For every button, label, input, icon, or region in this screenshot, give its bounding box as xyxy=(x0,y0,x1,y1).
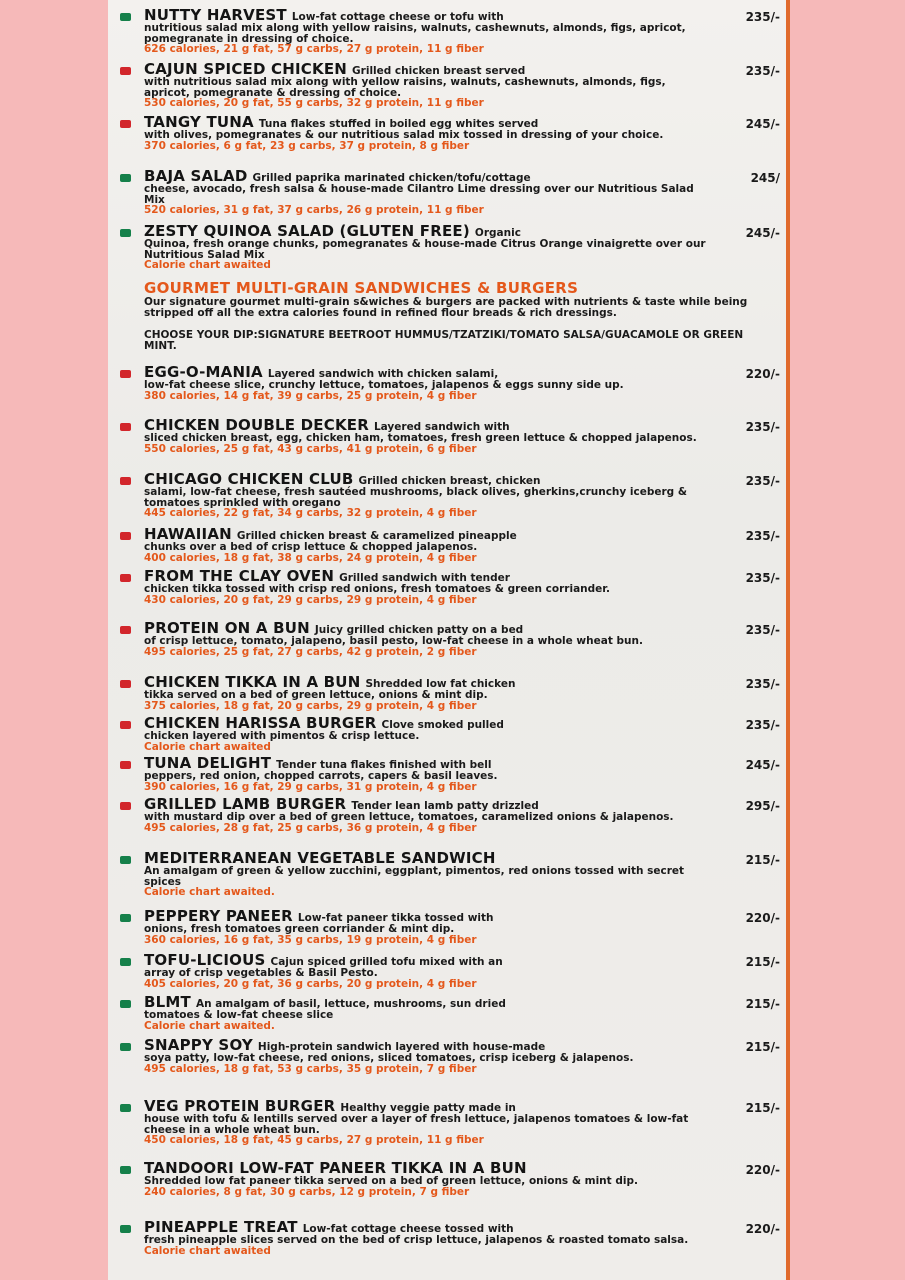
item-description: chunks over a bed of crisp lettuce & chopped jalapenos. xyxy=(144,541,478,553)
item-text xyxy=(144,470,710,519)
item-description: with nutritious salad mix along with yellow raisins, walnuts, cashewnuts, almonds, figs, apricot, pomegranate & dressing of choice. xyxy=(144,76,666,99)
item-name: CHICKEN DOUBLE DECKER xyxy=(144,416,369,434)
item-name: NUTTY HARVEST xyxy=(144,6,287,24)
item-price: 215/- xyxy=(745,1101,780,1115)
item-price: 235/- xyxy=(745,718,780,732)
item-description: peppers, red onion, chopped carrots, capers & basil leaves. xyxy=(144,770,498,782)
item-description-lead: Grilled chicken breast & caramelized pineapple xyxy=(236,530,517,542)
item-text xyxy=(144,1159,710,1198)
item-price: 245/- xyxy=(745,117,780,131)
item-description: nutritious salad mix along with yellow raisins, walnuts, cashewnuts, almonds, figs, apricot, pomegranate in dressing of choice. xyxy=(144,22,686,45)
item-text xyxy=(144,993,710,1032)
item-nutrition: Calorie chart awaited. xyxy=(144,886,275,898)
item-description: tikka served on a bed of green lettuce, onions & mint dip. xyxy=(144,689,488,701)
item-nutrition: 380 calories, 14 g fat, 39 g carbs, 25 g protein, 4 g fiber xyxy=(144,389,477,402)
item-text xyxy=(144,673,710,712)
nonveg-mark-icon xyxy=(120,67,131,75)
item-text xyxy=(144,619,710,658)
item-description: onions, fresh tomatoes green corriander & mint dip. xyxy=(144,923,455,935)
veg-mark-icon xyxy=(120,1000,131,1008)
item-description: sliced chicken breast, egg, chicken ham, tomatoes, fresh green lettuce & chopped jalapenos. xyxy=(144,432,697,444)
item-name: PEPPERY PANEER xyxy=(144,907,293,925)
item-price: 235/- xyxy=(745,623,780,637)
item-description-lead: Layered sandwich with xyxy=(373,421,510,433)
item-description-lead: High-protein sandwich layered with house-made xyxy=(257,1041,546,1053)
veg-mark-icon xyxy=(120,856,131,864)
item-name: PINEAPPLE TREAT xyxy=(144,1218,298,1236)
item-price: 235/- xyxy=(745,420,780,434)
item-nutrition: Calorie chart awaited xyxy=(144,740,271,753)
item-nutrition: 495 calories, 18 g fat, 53 g carbs, 35 g protein, 7 g fiber xyxy=(144,1062,477,1075)
section-title: GOURMET MULTI-GRAIN SANDWICHES & BURGERS xyxy=(144,279,579,297)
item-price: 235/- xyxy=(745,64,780,78)
menu-page xyxy=(108,0,790,1280)
item-nutrition: 390 calories, 16 g fat, 29 g carbs, 31 g protein, 4 g fiber xyxy=(144,780,477,793)
nonveg-mark-icon xyxy=(120,761,131,769)
veg-mark-icon xyxy=(120,1104,131,1112)
item-description-lead: Grilled paprika marinated chicken/tofu/cottage xyxy=(252,172,531,184)
item-text xyxy=(144,60,710,109)
item-text xyxy=(144,525,710,564)
item-description-lead: Cajun spiced grilled tofu mixed with an xyxy=(270,956,503,968)
item-description: salami, low-fat cheese, fresh sautéed mushrooms, black olives, gherkins,crunchy iceberg & tomatoes sprinkled with oregano xyxy=(144,486,687,509)
nonveg-mark-icon xyxy=(120,120,131,128)
nonveg-mark-icon xyxy=(120,802,131,810)
item-price: 245/ xyxy=(750,171,780,185)
item-name: CHICAGO CHICKEN CLUB xyxy=(144,470,354,488)
item-price: 245/- xyxy=(745,226,780,240)
item-price: 235/- xyxy=(745,677,780,691)
nonveg-mark-icon xyxy=(120,721,131,729)
item-description: low-fat cheese slice, crunchy lettuce, tomatoes, jalapenos & eggs sunny side up. xyxy=(144,379,624,391)
item-price: 215/- xyxy=(745,955,780,969)
item-name: TOFU-LICIOUS xyxy=(144,951,266,969)
item-nutrition: 375 calories, 18 g fat, 20 g carbs, 29 g protein, 4 g fiber xyxy=(144,699,477,712)
item-name: FROM THE CLAY OVEN xyxy=(144,567,335,585)
item-nutrition: Calorie chart awaited xyxy=(144,259,271,271)
item-description-lead: Tuna flakes stuffed in boiled egg whites served xyxy=(258,118,539,130)
item-description: soya patty, low-fat cheese, red onions, sliced tomatoes, crisp iceberg & jalapenos. xyxy=(144,1052,634,1064)
veg-mark-icon xyxy=(120,1225,131,1233)
item-description-lead: Juicy grilled chicken patty on a bed xyxy=(314,624,524,636)
item-text xyxy=(144,1036,710,1075)
item-nutrition: 240 calories, 8 g fat, 30 g carbs, 12 g protein, 7 g fiber xyxy=(144,1185,470,1198)
item-text xyxy=(144,1218,710,1257)
item-text xyxy=(144,714,710,753)
nonveg-mark-icon xyxy=(120,477,131,485)
dip-choice: CHOOSE YOUR DIP:SIGNATURE BEETROOT HUMMUS/TZATZIKI/TOMATO SALSA/GUACAMOLE OR GREEN MINT. xyxy=(144,329,744,352)
item-name: CAJUN SPICED CHICKEN xyxy=(144,60,348,78)
item-description: chicken layered with pimentos & crisp lettuce. xyxy=(144,730,420,742)
item-price: 235/- xyxy=(745,571,780,585)
item-nutrition: 550 calories, 25 g fat, 43 g carbs, 41 g protein, 6 g fiber xyxy=(144,442,477,455)
item-description-lead: Tender tuna flakes finished with bell xyxy=(276,759,492,771)
item-name: HAWAIIAN xyxy=(144,525,232,543)
item-text xyxy=(144,167,710,216)
item-nutrition: 520 calories, 31 g fat, 37 g carbs, 26 g protein, 11 g fiber xyxy=(144,204,484,216)
item-nutrition: 370 calories, 6 g fat, 23 g carbs, 37 g protein, 8 g fiber xyxy=(144,139,470,152)
item-description-lead: Tender lean lamb patty drizzled xyxy=(351,800,539,812)
item-name: EGG-O-MANIA xyxy=(144,363,263,381)
item-name: CHICKEN TIKKA IN A BUN xyxy=(144,673,361,691)
section-header xyxy=(144,279,774,352)
item-description-lead: Grilled chicken breast served xyxy=(352,65,526,77)
item-text xyxy=(144,416,710,455)
item-description: of crisp lettuce, tomato, jalapeno, basil pesto, low-fat cheese in a whole wheat bun. xyxy=(144,635,643,647)
item-nutrition: 495 calories, 28 g fat, 25 g carbs, 36 g protein, 4 g fiber xyxy=(144,821,477,834)
veg-mark-icon xyxy=(120,13,131,21)
veg-mark-icon xyxy=(120,914,131,922)
item-nutrition: 495 calories, 25 g fat, 27 g carbs, 42 g protein, 2 g fiber xyxy=(144,645,477,658)
item-nutrition: 626 calories, 21 g fat, 57 g carbs, 27 g protein, 11 g fiber xyxy=(144,43,484,55)
item-description: with mustard dip over a bed of green lettuce, tomatoes, caramelized onions & jalapenos. xyxy=(144,811,674,823)
item-text xyxy=(144,754,710,793)
item-name: PROTEIN ON A BUN xyxy=(144,619,310,637)
item-price: 235/- xyxy=(745,474,780,488)
item-description: tomatoes & low-fat cheese slice xyxy=(144,1009,334,1021)
item-description-lead: Low-fat cottage cheese tossed with xyxy=(302,1223,514,1235)
item-name: SNAPPY SOY xyxy=(144,1036,253,1054)
item-nutrition: Calorie chart awaited. xyxy=(144,1019,275,1032)
item-price: 215/- xyxy=(745,853,780,867)
veg-mark-icon xyxy=(120,1043,131,1051)
item-description: array of crisp vegetables & Basil Pesto. xyxy=(144,967,378,979)
nonveg-mark-icon xyxy=(120,626,131,634)
item-description-lead: Low-fat paneer tikka tossed with xyxy=(297,912,494,924)
nonveg-mark-icon xyxy=(120,370,131,378)
veg-mark-icon xyxy=(120,958,131,966)
item-description: with olives, pomegranates & our nutritious salad mix tossed in dressing of your choice. xyxy=(144,129,664,141)
item-nutrition: 450 calories, 18 g fat, 45 g carbs, 27 g protein, 11 g fiber xyxy=(144,1134,484,1146)
item-name: BLMT xyxy=(144,993,191,1011)
section-description: Our signature gourmet multi-grain s&wiches & burgers are packed with nutrients & taste while being stripped off all the extra calories found in refined flour breads & rich dressings. xyxy=(144,296,748,319)
item-nutrition: 360 calories, 16 g fat, 35 g carbs, 19 g protein, 4 g fiber xyxy=(144,933,477,946)
item-text xyxy=(144,1097,710,1146)
item-price: 235/- xyxy=(745,10,780,24)
item-name: MEDITERRANEAN VEGETABLE SANDWICH xyxy=(144,849,496,867)
item-text xyxy=(144,363,710,402)
item-price: 220/- xyxy=(745,367,780,381)
nonveg-mark-icon xyxy=(120,574,131,582)
item-nutrition: 405 calories, 20 g fat, 36 g carbs, 20 g protein, 4 g fiber xyxy=(144,977,477,990)
item-name: GRILLED LAMB BURGER xyxy=(144,795,347,813)
item-price: 215/- xyxy=(745,1040,780,1054)
item-text xyxy=(144,567,710,606)
item-description-lead: Low-fat cottage cheese or tofu with xyxy=(291,11,504,23)
item-description: chicken tikka tossed with crisp red onions, fresh tomatoes & green corriander. xyxy=(144,583,610,595)
item-description-lead: Healthy veggie patty made in xyxy=(340,1102,516,1114)
item-text xyxy=(144,113,710,152)
nonveg-mark-icon xyxy=(120,532,131,540)
nonveg-mark-icon xyxy=(120,680,131,688)
item-description-lead: Shredded low fat chicken xyxy=(365,678,516,690)
item-price: 220/- xyxy=(745,1163,780,1177)
item-description-lead: Layered sandwich with chicken salami, xyxy=(267,368,499,380)
item-text xyxy=(144,222,710,271)
item-description: house with tofu & lentills served over a layer of fresh lettuce, jalapenos tomatoes & low-fat cheese in a whole wheat bun. xyxy=(144,1113,689,1136)
item-name: ZESTY QUINOA SALAD (GLUTEN FREE) xyxy=(144,222,470,240)
veg-mark-icon xyxy=(120,1166,131,1174)
item-nutrition: Calorie chart awaited xyxy=(144,1244,271,1257)
item-description-lead: Clove smoked pulled xyxy=(381,719,504,731)
item-price: 245/- xyxy=(745,758,780,772)
item-description: fresh pineapple slices served on the bed of crisp lettuce, jalapenos & roasted tomato salsa. xyxy=(144,1234,689,1246)
item-name: TANDOORI LOW-FAT PANEER TIKKA IN A BUN xyxy=(144,1159,527,1177)
item-description: An amalgam of green & yellow zucchini, eggplant, pimentos, red onions tossed with secret spices xyxy=(144,865,685,888)
item-description-lead: An amalgam of basil, lettuce, mushrooms, sun dried xyxy=(195,998,506,1010)
item-name: CHICKEN HARISSA BURGER xyxy=(144,714,377,732)
item-description-lead: Grilled sandwich with tender xyxy=(339,572,510,584)
item-nutrition: 430 calories, 20 g fat, 29 g carbs, 29 g protein, 4 g fiber xyxy=(144,593,477,606)
veg-mark-icon xyxy=(120,229,131,237)
item-text xyxy=(144,6,710,55)
veg-mark-icon xyxy=(120,174,131,182)
item-price: 295/- xyxy=(745,799,780,813)
item-price: 220/- xyxy=(745,911,780,925)
item-description-lead: Grilled chicken breast, chicken xyxy=(358,475,541,487)
item-description: Shredded low fat paneer tikka served on a bed of green lettuce, onions & mint dip. xyxy=(144,1175,638,1187)
item-nutrition: 445 calories, 22 g fat, 34 g carbs, 32 g protein, 4 g fiber xyxy=(144,507,477,519)
item-price: 220/- xyxy=(745,1222,780,1236)
item-description: cheese, avocado, fresh salsa & house-made Cilantro Lime dressing over our Nutritious Salad Mix xyxy=(144,183,694,206)
item-text xyxy=(144,951,710,990)
item-text xyxy=(144,795,710,834)
item-name: TUNA DELIGHT xyxy=(144,754,272,772)
item-price: 215/- xyxy=(745,997,780,1011)
item-text xyxy=(144,907,710,946)
item-name: BAJA SALAD xyxy=(144,167,248,185)
item-description: Quinoa, fresh orange chunks, pomegranates & house-made Citrus Orange vinaigrette over our Nutritious Salad Mix xyxy=(144,238,706,261)
item-nutrition: 530 calories, 20 g fat, 55 g carbs, 32 g protein, 11 g fiber xyxy=(144,97,484,109)
item-price: 235/- xyxy=(745,529,780,543)
item-text xyxy=(144,849,710,898)
item-name: VEG PROTEIN BURGER xyxy=(144,1097,336,1115)
item-name: TANGY TUNA xyxy=(144,113,254,131)
item-nutrition: 400 calories, 18 g fat, 38 g carbs, 24 g protein, 4 g fiber xyxy=(144,551,477,564)
item-description-lead: Organic xyxy=(474,227,521,239)
nonveg-mark-icon xyxy=(120,423,131,431)
